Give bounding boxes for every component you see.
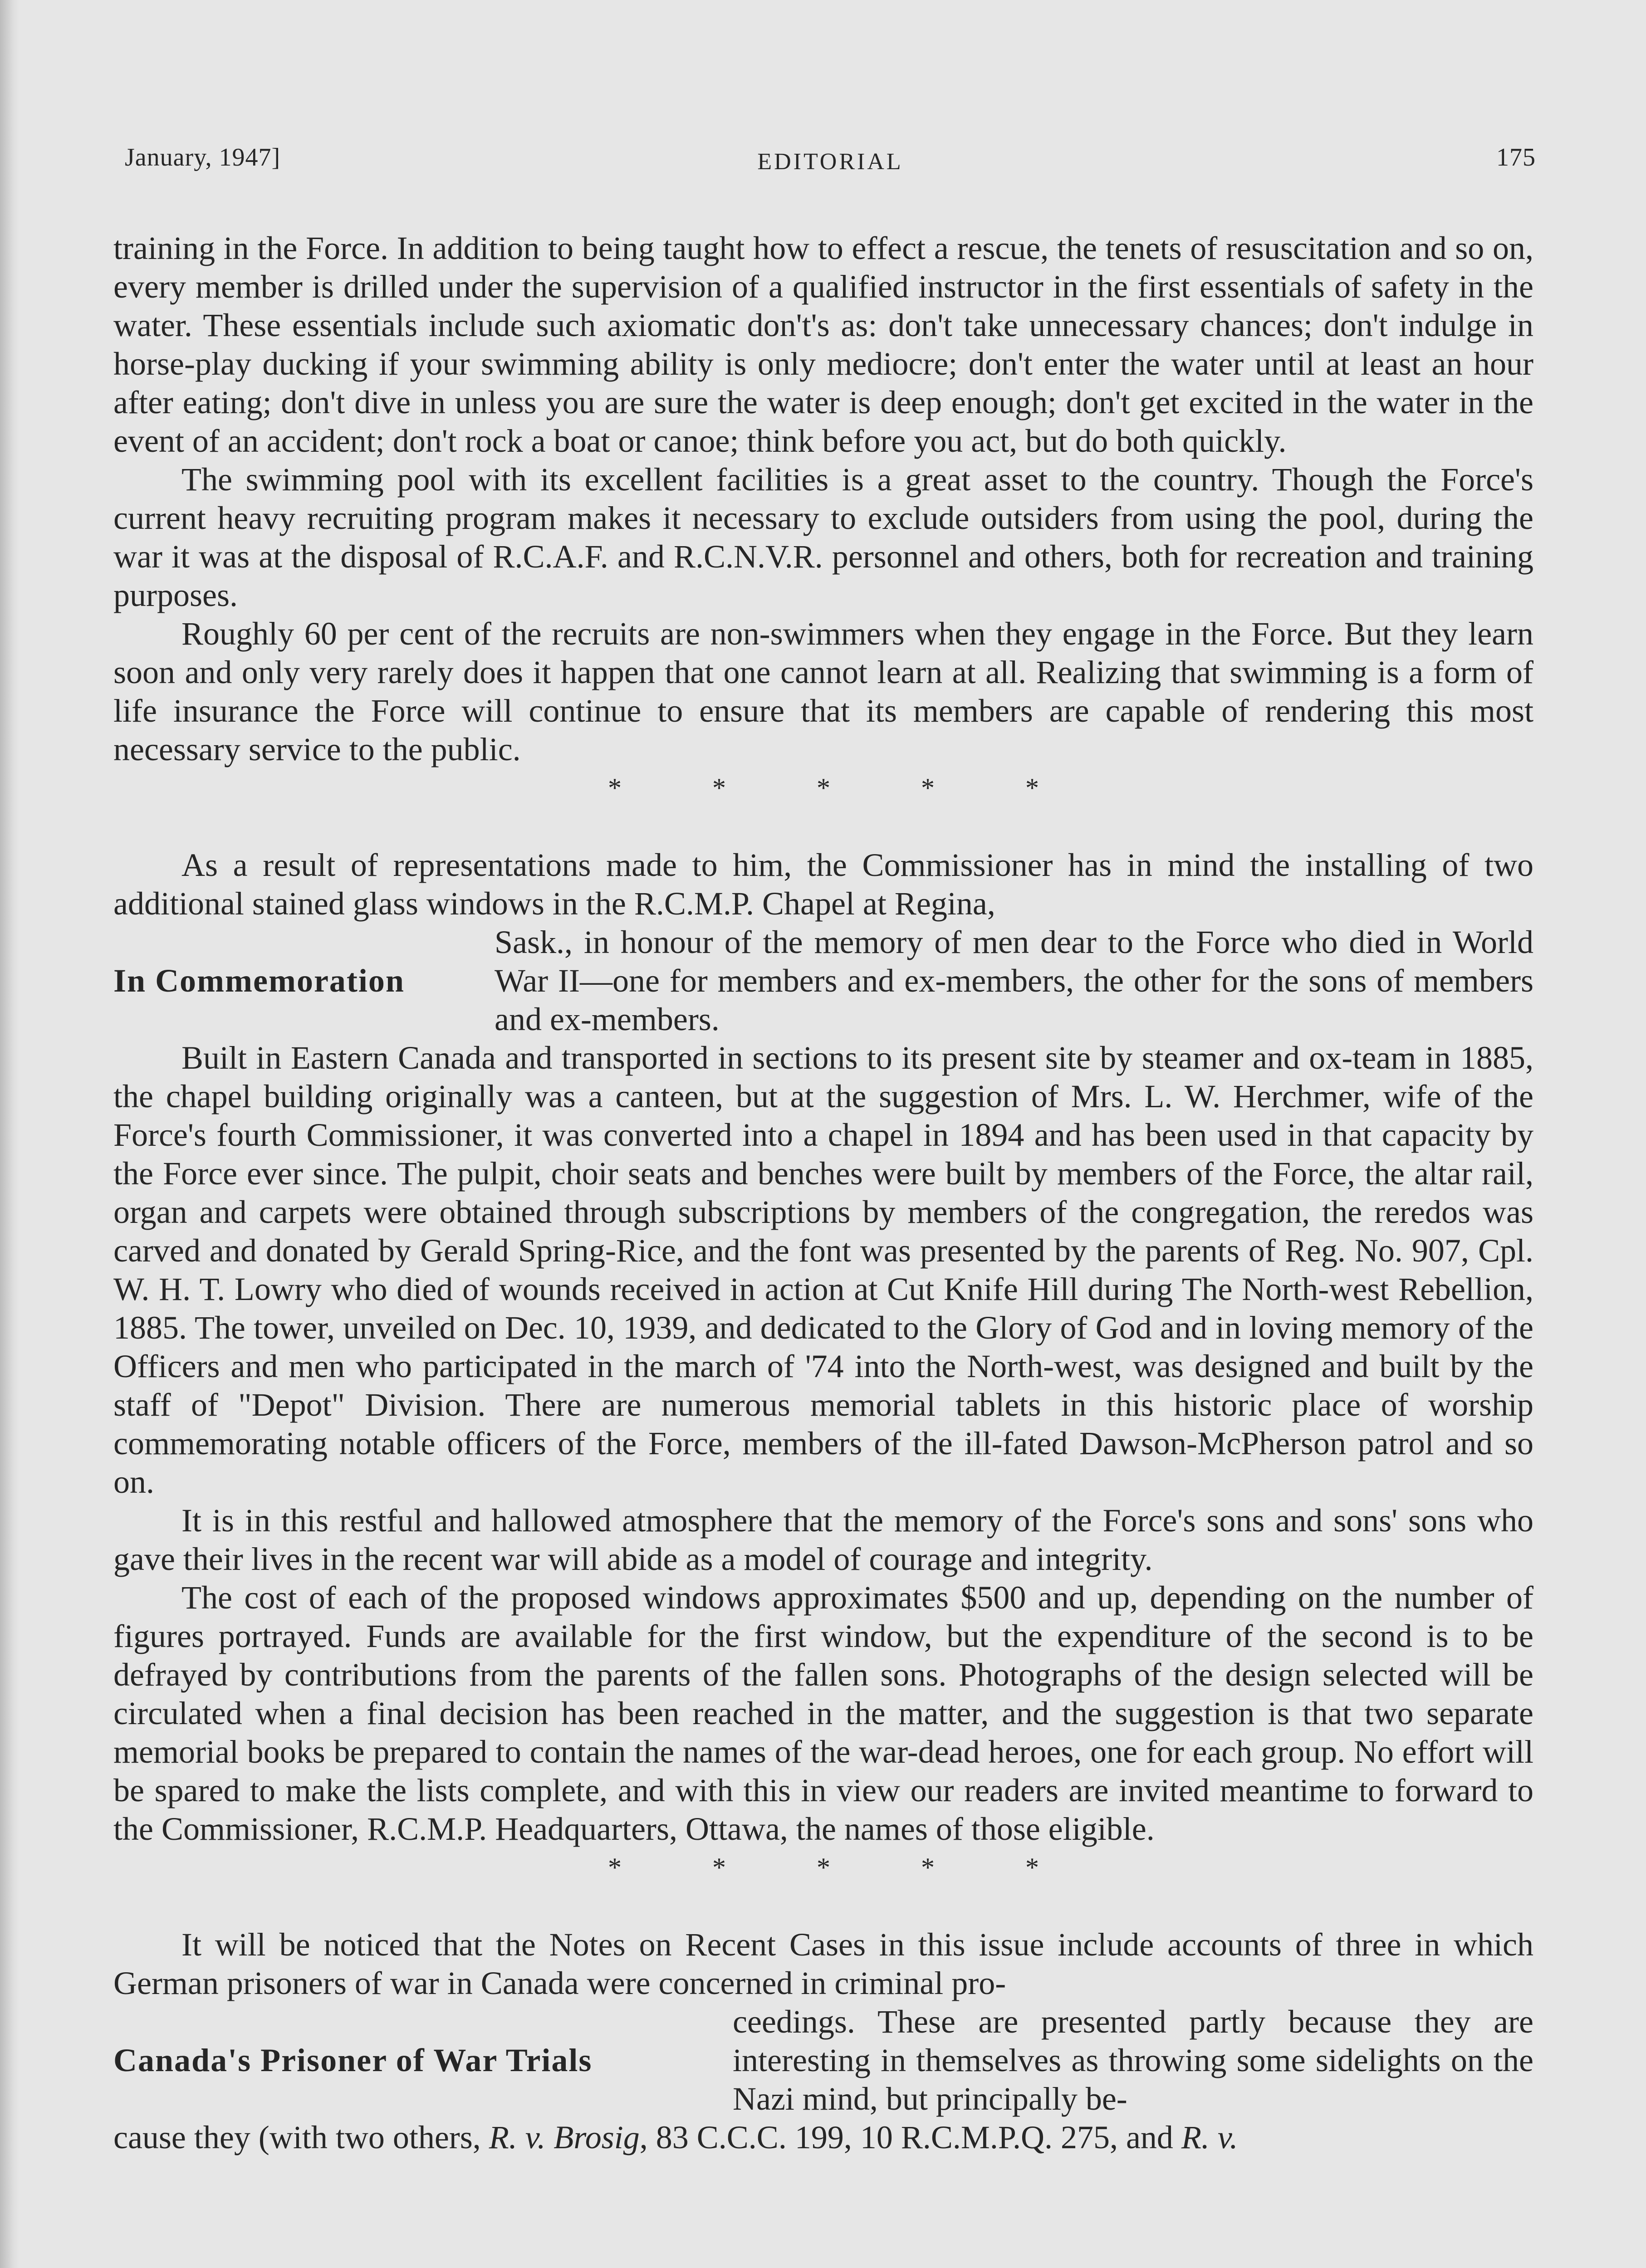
sidehead-block — [113, 2003, 1533, 2118]
sidehead-pow-trials: Canada's Prisoner of War Trials — [113, 2042, 593, 2078]
paragraph-final-line: cause they (with two others, R. v. Brosig, 83 C.C.C. 199, 10 R.C.M.P.Q. 275, and R. v. — [113, 2119, 1238, 2156]
sidehead-block — [113, 923, 1533, 1039]
paragraph: It will be noticed that the Notes on Recent Cases in this issue include accounts of three in which German prisoners of war in Canada were concerned in criminal pro- — [113, 1926, 1533, 2001]
header-date: January, 1947] — [125, 143, 281, 171]
paragraph: Roughly 60 per cent of the recruits are non-swimmers when they engage in the Force. But they learn soon and only very rarely does it happen that one cannot learn at all. Realizing that swimming is a form of life insurance the Force will continue to ensure that its members are capable of rendering this most necessary service to the public. — [113, 616, 1533, 767]
sidehead-in-commemoration: In Commemoration — [113, 963, 405, 999]
paragraph: Sask., in honour of the memory of men dear to the Force who died in World War II—one for members and ex-members, the other for the sons of members and ex-members. — [495, 924, 1533, 1037]
paragraph: The cost of each of the proposed windows approximates $500 and up, depending on the number of figures portrayed. Funds are available for the first window, but the expenditure of the second is to be defrayed by contributions from the parents of the fallen sons. Photographs of the design selected will be circulated when a final decision has been reached in the matter, and the suggestion is that two separate memorial books be prepared to contain the names of the war-dead heroes, one for each group. No effort will be spared to make the lists complete, and with this in view our readers are invited meantime to forward to the Commissioner, R.C.M.P. Headquarters, Ottawa, the names of those eligible. — [113, 1579, 1533, 1847]
article-body — [113, 229, 1533, 2157]
running-header — [125, 143, 1536, 184]
paragraph: ceedings. These are presented partly because they are interesting in themselves as throwing some sidelights on the Nazi mind, but principally be- — [733, 2004, 1533, 2117]
paragraph: It is in this restful and hallowed atmosphere that the memory of the Force's sons and sons' sons who gave their lives in the recent war will abide as a model of courage and integrity. — [113, 1502, 1533, 1577]
header-section-title: EDITORIAL — [757, 149, 903, 175]
section-separator: * * * * * — [608, 773, 1039, 803]
paragraph: The swimming pool with its excellent facilities is a great asset to the country. Though the Force's current heavy recruiting program makes it necessary to exclude outsiders from using the pool, during the war it was at the disposal of R.C.A.F. and R.C.N.V.R. personnel and others, both for recreation and training purposes. — [113, 461, 1533, 613]
page-binding-shadow — [0, 0, 19, 2268]
section-separator: * * * * * — [608, 1853, 1039, 1882]
paragraph: Built in Eastern Canada and transported in sections to its present site by steamer and ox-team in 1885, the chapel building originally was a canteen, but at the suggestion of Mrs. L. W. Herchmer, wife of the Force's fourth Commissioner, it was converted into a chapel in 1894 and has been used in that capacity by the Force ever since. The pulpit, choir seats and benches were built by members of the Force, the altar rail, organ and carpets were obtained through subscriptions by members of the congregation, the reredos was carved and donated by Gerald Spring-Rice, and the font was presented by the parents of Reg. No. 907, Cpl. W. H. T. Lowry who died of wounds received in action at Cut Knife Hill during The North-west Rebellion, 1885. The tower, unveiled on Dec. 10, 1939, and dedicated to the Glory of God and in loving memory of the Officers and men who participated in the march of '74 into the North-west, was designed and built by the staff of "Depot" Division. There are numerous memorial tablets in this historic place of worship commemorating notable officers of the Force, members of the ill-fated Dawson-McPherson patrol and so on. — [113, 1040, 1533, 1500]
paragraph: training in the Force. In addition to being taught how to effect a rescue, the tenets of resuscitation and so on, every member is drilled under the supervision of a qualified instructor in the first essentials of safety in the water. These essentials include such axiomatic don't's as: don't take unnecessary chances; don't indulge in horse-play ducking if your swimming ability is only mediocre; don't enter the water until at least an hour after eating; don't dive in unless you are sure the water is deep enough; don't get excited in the water in the event of an accident; don't rock a boat or canoe; think before you act, but do both quickly. — [113, 230, 1533, 459]
paragraph: As a result of representations made to him, the Commissioner has in mind the installing of two additional stained glass windows in the R.C.M.P. Chapel at Regina, — [113, 847, 1533, 922]
page-number: 175 — [1496, 143, 1536, 171]
